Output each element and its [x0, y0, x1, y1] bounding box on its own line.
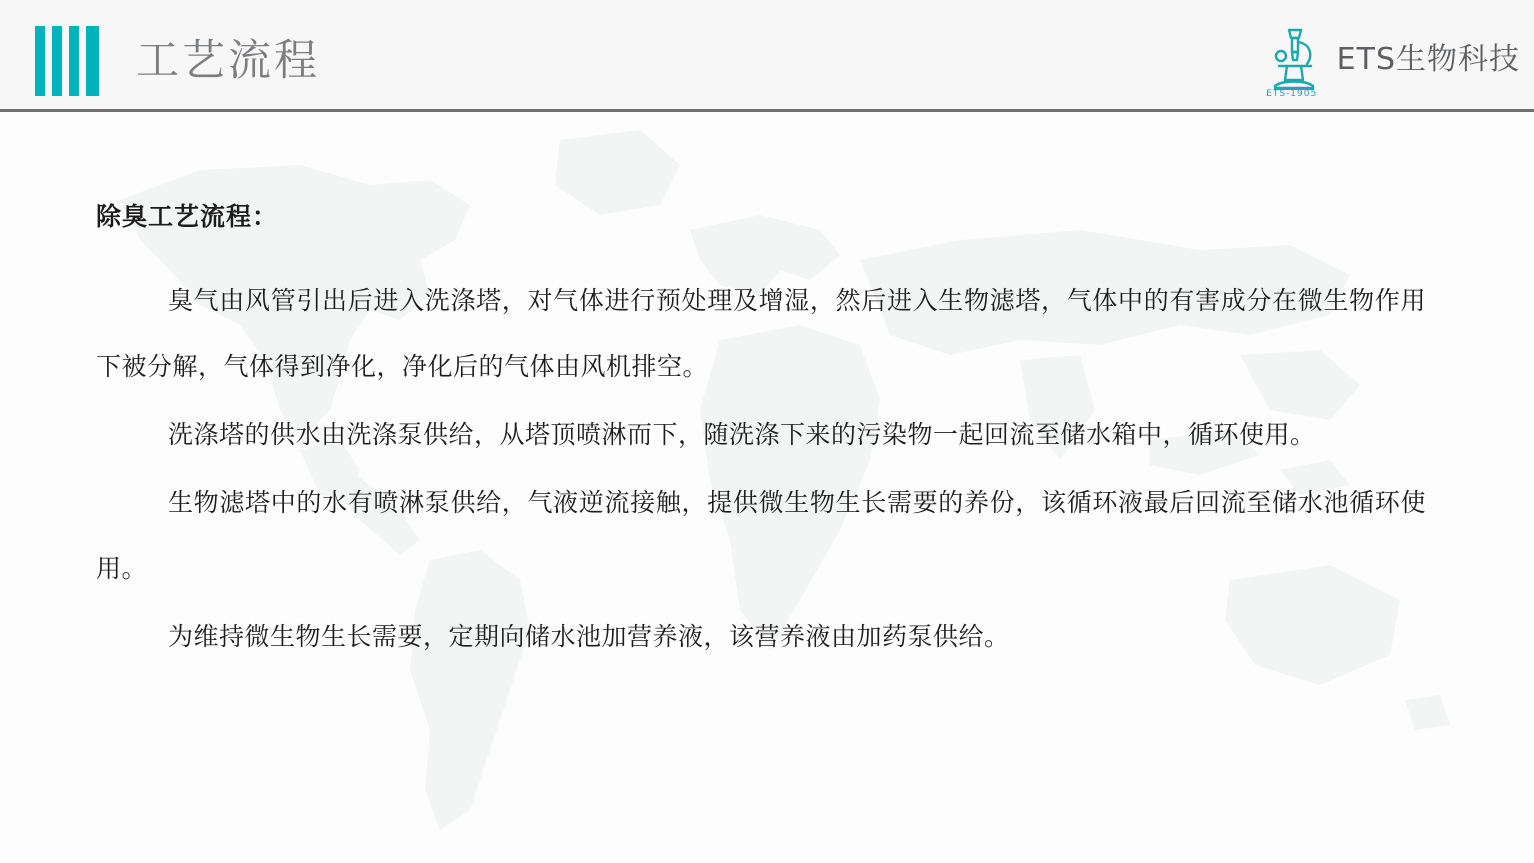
four-vertical-bars-icon — [35, 26, 99, 96]
page-title: 工艺流程 — [136, 36, 320, 86]
body-paragraph: 为维持微生物生长需要，定期向储水池加营养液，该营养液由加药泵供给。 — [168, 622, 1010, 651]
microscope-icon — [1255, 22, 1329, 100]
brand-lockup — [1255, 22, 1520, 100]
logo-caption: ETS-1905 — [1266, 89, 1318, 99]
body-paragraph: 洗涤塔的供水由洗涤泵供给，从塔顶喷淋而下，随洗涤下来的污染物一起回流至储水箱中，循环使用。 — [168, 420, 1316, 449]
body-paragraph: 生物滤塔中的水有喷淋泵供给，气液逆流接触，提供微生物生长需要的养份，该循环液最后回流至储水池循环使用。 — [96, 488, 1426, 583]
slide-header — [0, 0, 1534, 112]
section-heading: 除臭工艺流程： — [96, 202, 279, 231]
brand-name: ETS生物科技 — [1336, 42, 1520, 77]
slide-body — [96, 200, 1426, 672]
body-paragraph: 臭气由风管引出后进入洗涤塔，对气体进行预处理及增湿，然后进入生物滤塔，气体中的有害成分在微生物作用下被分解，气体得到净化，净化后的气体由风机排空。 — [96, 286, 1426, 381]
